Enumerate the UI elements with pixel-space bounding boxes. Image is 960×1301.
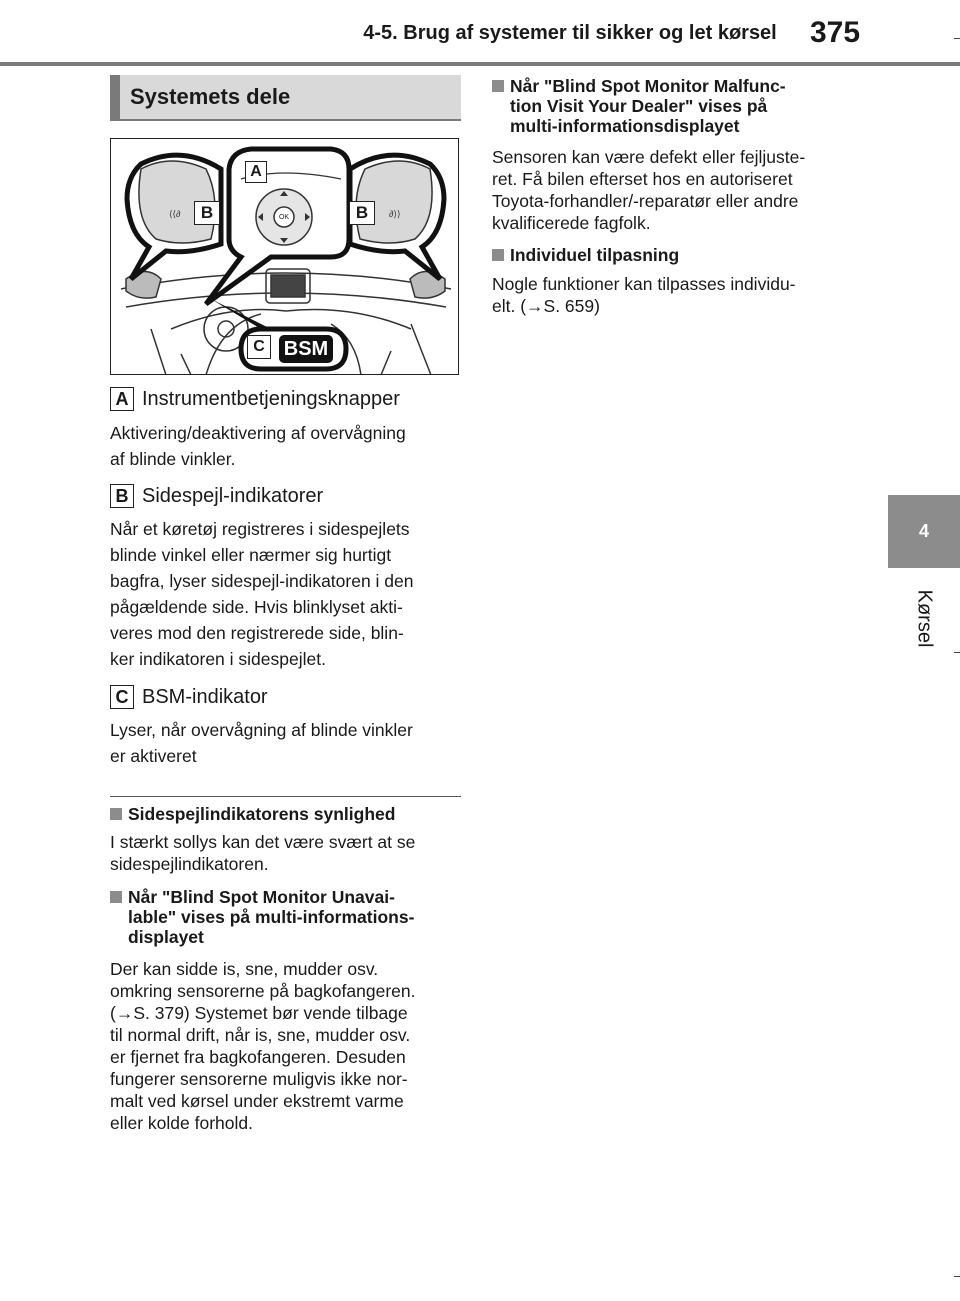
item-c-title: BSM-indikator [142, 685, 268, 708]
text-line: Når et køretøj registreres i sidespejlets [110, 519, 410, 539]
text-line: I stærkt sollys kan det være svært at se [110, 832, 416, 852]
note-heading [110, 804, 462, 824]
section-title [110, 75, 461, 119]
text-line: omkring sensorerne på bagkofangeren. [110, 981, 416, 1001]
text-line: pågældende side. Hvis blinklyset akti- [110, 597, 403, 617]
square-bullet-icon [110, 891, 122, 903]
ok-button-label: OK [278, 213, 290, 221]
section-title-rule [110, 119, 461, 121]
text-line: bagfra, lyser sidespejl-indikatoren i den [110, 571, 414, 591]
item-b-heading [110, 484, 323, 508]
cross-reference-line[interactable]: elt. (→S. 659) [492, 296, 600, 316]
system-parts-figure [110, 138, 459, 375]
chapter-tab-label-text: Kørsel [913, 589, 936, 647]
text-line: Lyser, når overvågning af blinde vinkler [110, 720, 413, 740]
item-c-description [110, 717, 460, 769]
text-line: malt ved kørsel under ekstremt varme [110, 1091, 404, 1111]
note-title-line: multi-informationsdisplayet [510, 116, 740, 136]
section-title-text: Systemets dele [130, 84, 291, 109]
item-c-heading [110, 685, 268, 709]
note-body [110, 958, 462, 1134]
item-b-description [110, 516, 460, 672]
text-line: eller kolde forhold. [110, 1113, 253, 1133]
note-title-line: tion Visit Your Dealer" vises på [510, 96, 768, 116]
text-line: Sensoren kan være defekt eller fejljuste- [492, 147, 806, 167]
text-line: er aktiveret [110, 746, 197, 766]
note-title-line: Individuel tilpasning [510, 245, 680, 265]
callout-b-left: B [194, 201, 220, 225]
text-line: af blinde vinkler. [110, 449, 236, 469]
callout-b-right: B [349, 201, 375, 225]
item-a-letter: A [110, 387, 134, 411]
note-heading [492, 245, 852, 265]
item-a-heading [110, 387, 400, 411]
text-line: Der kan sidde is, sne, mudder osv. [110, 959, 379, 979]
text-line: Toyota-forhandler/-reparatør eller andre [492, 191, 799, 211]
text-line: ret. Få bilen efterset hos en autoriseret [492, 169, 793, 189]
svg-text:⟨⟨∂: ⟨⟨∂ [169, 209, 181, 219]
note-body [110, 831, 462, 875]
header-rule [0, 62, 960, 66]
page-number: 375 [810, 16, 861, 49]
callout-a: A [245, 161, 267, 183]
text-line: veres mod den registrerede side, blin- [110, 623, 404, 643]
bsm-indicator-label: BSM [283, 337, 329, 360]
item-a-description [110, 420, 460, 472]
note-heading [110, 887, 462, 947]
item-b-title: Sidespejl-indikatorer [142, 484, 324, 507]
running-header: 4-5. Brug af systemer til sikker og let kørsel [363, 22, 777, 44]
text-line: til normal drift, når is, sne, mudder osv. [110, 1025, 411, 1045]
text-line: er fjernet fra bagkofangeren. Desuden [110, 1047, 406, 1067]
square-bullet-icon [492, 249, 504, 261]
chapter-tab-number: 4 [888, 495, 960, 568]
text-line: kvalificerede fagfolk. [492, 213, 651, 233]
text-line: ker indikatoren i sidespejlet. [110, 649, 326, 669]
note-title-line: Når "Blind Spot Monitor Unavai- [128, 887, 395, 907]
cross-reference-line[interactable]: (→S. 379) Systemet bør vende tilbage [110, 1003, 408, 1023]
item-c-letter: C [110, 685, 134, 709]
chapter-tab-label [888, 568, 960, 668]
square-bullet-icon [110, 808, 122, 820]
crop-mark [954, 38, 960, 39]
text-line: sidespejlindikatoren. [110, 854, 269, 874]
text-line: blinde vinkel eller nærmer sig hurtigt [110, 545, 392, 565]
callout-c: C [247, 335, 271, 359]
text-line: fungerer sensorerne muligvis ikke nor- [110, 1069, 408, 1089]
note-title-line: displayet [128, 927, 204, 947]
svg-text:∂⟩⟩: ∂⟩⟩ [389, 209, 401, 219]
item-a-title: Instrumentbetjeningsknapper [142, 387, 400, 410]
text-line: Nogle funktioner kan tilpasses individu- [492, 274, 796, 294]
note-title-line: lable" vises på multi-informations- [128, 907, 415, 927]
note-body [492, 146, 852, 234]
item-b-letter: B [110, 484, 134, 508]
crop-mark [954, 1276, 960, 1277]
note-title-line: Når "Blind Spot Monitor Malfunc- [510, 76, 786, 96]
note-title-line: Sidespejlindikatorens synlighed [128, 804, 396, 824]
text-line: Aktivering/deaktivering af overvågning [110, 423, 406, 443]
note-body [492, 273, 852, 317]
section-divider [110, 796, 461, 797]
note-heading [492, 76, 852, 136]
square-bullet-icon [492, 80, 504, 92]
